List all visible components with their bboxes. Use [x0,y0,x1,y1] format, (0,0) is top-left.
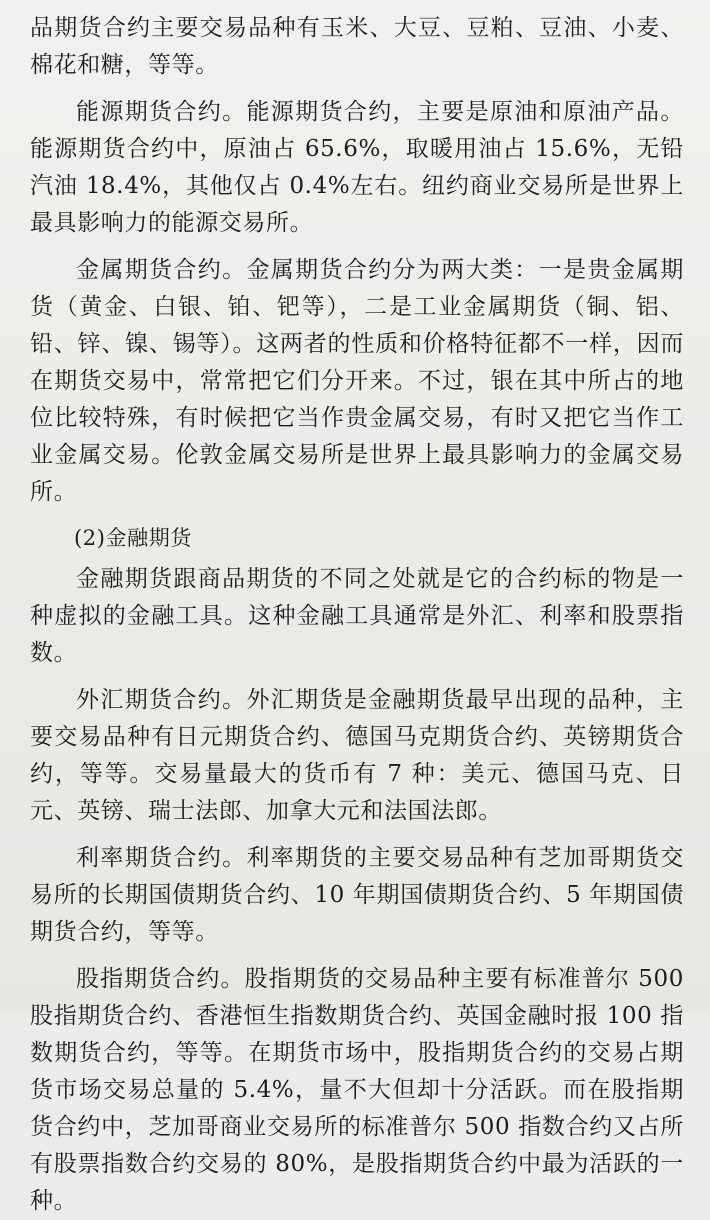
paragraph-agricultural-futures-continued: 品期货合约主要交易品种有玉米、大豆、豆粕、豆油、小麦、棉花和糖，等等。 [30,15,684,78]
paragraph-metal-futures: 金属期货合约。金属期货合约分为两大类：一是贵金属期货（黄金、白银、铂、钯等），二是工业金属期货（铜、铝、铅、锌、镍、锡等）。这两者的性质和价格特征都不一样，因而在期货交易中，常常把它们分开来。不过，银在其中所占的地位比较特殊，有时候把它当作贵金属交易，有时又把它当作工业金属交易。伦敦金属交易所是世界上最具影响力的金属交易所。 [30,257,684,505]
paragraph-stock-index-futures: 股指期货合约。股指期货的交易品种主要有标准普尔 500 股指期货合约、香港恒生指数期货合约、英国金融时报 100 指数期货合约，等等。在期货市场中，股指期货合约的交易占期货市场交易总量的 5.4%，量不大但却十分活跃。而在股指期货合约中，芝加哥商业交易所的标准普尔 500 指数合约又占所有股票指数合约交易的 80%，是股指期货合约中最为活跃的一种。 [30,966,684,1214]
paragraph-interest-rate-futures: 利率期货合约。利率期货的主要交易品种有芝加哥期货交易所的长期国债期货合约、10 年期国债期货合约、5 年期国债期货合约，等等。 [30,845,684,945]
paragraph-forex-futures: 外汇期货合约。外汇期货是金融期货最早出现的品种，主要交易品种有日元期货合约、德国马克期货合约、英镑期货合约，等等。交易量最大的货币有 7 种：美元、德国马克、日元、英镑、瑞士法郎、加拿大元和法国法郎。 [30,687,684,824]
paragraph-financial-futures-intro: 金融期货跟商品期货的不同之处就是它的合约标的物是一种虚拟的金融工具。这种金融工具通常是外汇、利率和股票指数。 [30,566,684,666]
paragraph-energy-futures: 能源期货合约。能源期货合约，主要是原油和原油产品。能源期货合约中，原油占 65.6%，取暖用油占 15.6%，无铅汽油 18.4%，其他仅占 0.4%左右。纽约商业交易所是世界上最具影响力的能源交易所。 [30,99,684,236]
section-heading-financial-futures: (2)金融期货 [74,526,192,550]
